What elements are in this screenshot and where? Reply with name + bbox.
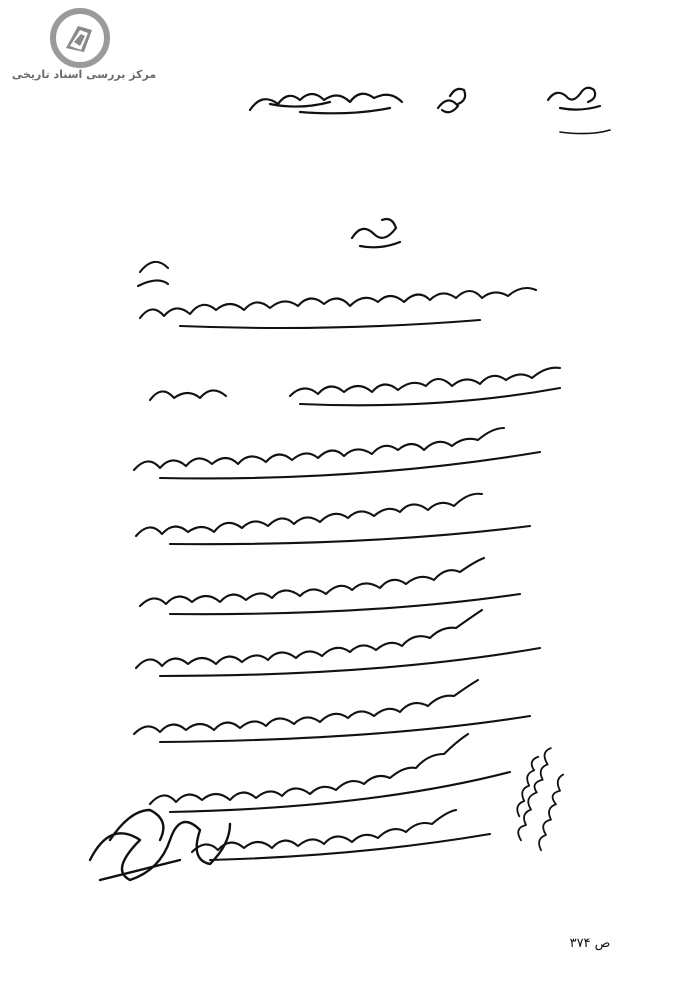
- body-line-3: [150, 368, 560, 406]
- body-line-5: [136, 494, 530, 544]
- header-handwriting: [250, 88, 610, 134]
- body-line-7: [136, 610, 540, 676]
- body-line-8: [134, 680, 530, 742]
- body-line-4: [134, 428, 540, 478]
- body-line-2: [140, 288, 536, 328]
- header-word-kuwait: [548, 88, 600, 110]
- body-line-1: [138, 262, 168, 286]
- header-underline: [560, 130, 610, 134]
- body-handwriting: [134, 262, 560, 860]
- header-word-sharq: [438, 89, 465, 112]
- header-word-husseiniya: [250, 94, 402, 114]
- body-line-9: [150, 734, 510, 812]
- watermark-text: مرکز بررسی اسناد تاریخی: [11, 68, 157, 81]
- body-line-10: [192, 810, 490, 860]
- salutation-handwriting: [352, 219, 400, 247]
- page-number: ص ۳۷۴: [569, 936, 611, 951]
- body-line-6: [140, 558, 520, 614]
- margin-note-handwriting: [507, 747, 574, 850]
